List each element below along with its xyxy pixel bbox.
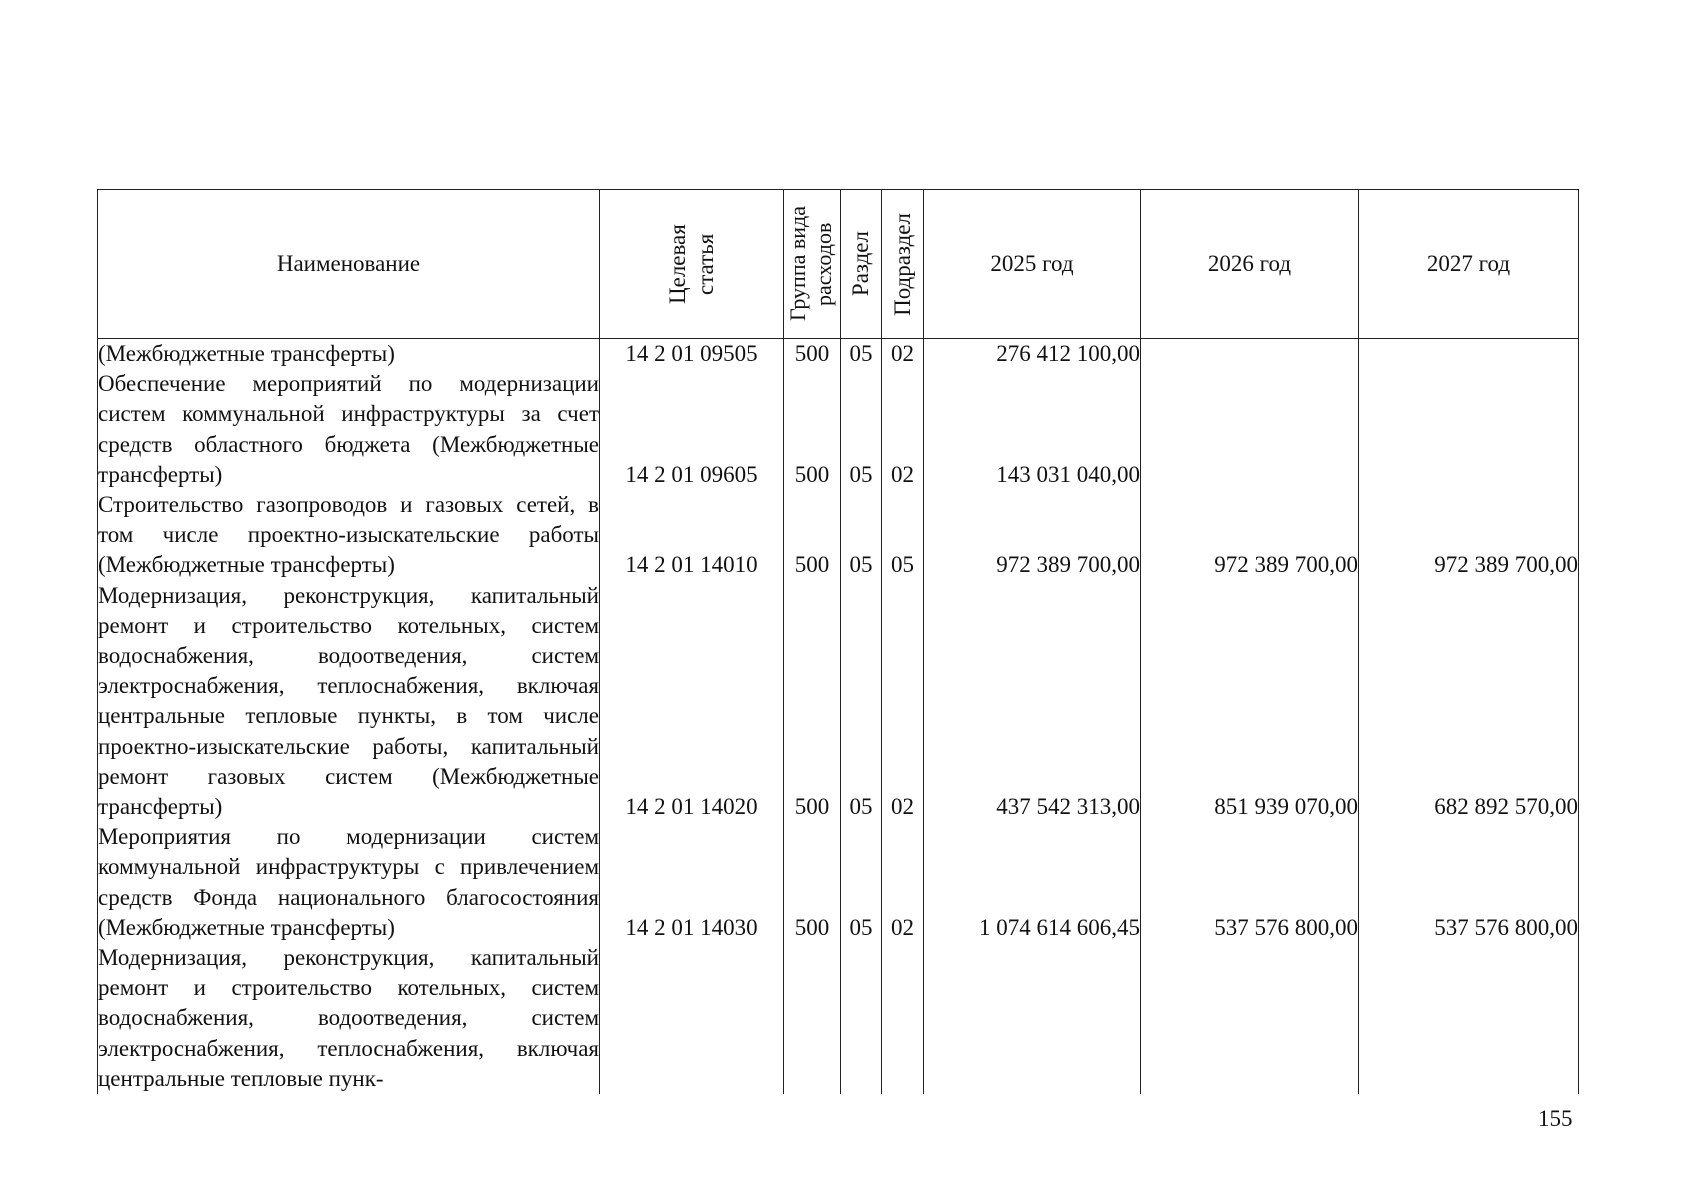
table-row bbox=[98, 581, 1579, 823]
row-section: 05 bbox=[841, 581, 882, 823]
row-subsection: 05 bbox=[882, 490, 924, 581]
row-group bbox=[784, 943, 841, 1094]
row-subsection: 02 bbox=[882, 822, 924, 943]
row-target bbox=[600, 943, 784, 1094]
row-section: 05 bbox=[841, 490, 882, 581]
row-name: Модернизация, реконструкция, капитальный ремонт и строительство котельных, систем водоснабжения, водоотведения, систем электроснабжения, теплоснабжения, включая центральные тепловые пункты, в том числе проектно-изыскательские работы, капитальный ремонт газовых систем (Межбюджетные трансферты) bbox=[98, 581, 600, 823]
table-row bbox=[98, 339, 1579, 370]
col-subsection-header: Подраздел bbox=[882, 190, 924, 339]
row-2027: 682 892 570,00 bbox=[1359, 581, 1579, 823]
row-2026 bbox=[1141, 339, 1359, 370]
row-2026 bbox=[1141, 369, 1359, 490]
row-section bbox=[841, 943, 882, 1094]
row-name: Строительство газопроводов и газовых сетей, в том числе проектно-изыскательские работы (Межбюджетные трансферты) bbox=[98, 490, 600, 581]
table-row bbox=[98, 490, 1579, 581]
row-2027 bbox=[1359, 339, 1579, 370]
row-subsection: 02 bbox=[882, 581, 924, 823]
col-group-header: Группа вида расходов bbox=[784, 190, 841, 339]
row-2027 bbox=[1359, 369, 1579, 490]
row-2025: 143 031 040,00 bbox=[924, 369, 1141, 490]
row-2026: 851 939 070,00 bbox=[1141, 581, 1359, 823]
row-subsection: 02 bbox=[882, 369, 924, 490]
table-body bbox=[98, 339, 1579, 1095]
row-target: 14 2 01 14030 bbox=[600, 822, 784, 943]
row-name: Мероприятия по модернизации систем коммунальной инфраструктуры с привлечением средств Фонда национального благосостояния (Межбюджетные трансферты) bbox=[98, 822, 600, 943]
col-2027-header: 2027 год bbox=[1359, 190, 1579, 339]
row-group: 500 bbox=[784, 822, 841, 943]
row-group: 500 bbox=[784, 581, 841, 823]
row-target: 14 2 01 14020 bbox=[600, 581, 784, 823]
row-target: 14 2 01 09605 bbox=[600, 369, 784, 490]
table-row bbox=[98, 943, 1579, 1094]
row-2026 bbox=[1141, 943, 1359, 1094]
row-group: 500 bbox=[784, 490, 841, 581]
row-section: 05 bbox=[841, 369, 882, 490]
row-subsection bbox=[882, 943, 924, 1094]
col-name-header: Наименование bbox=[98, 190, 600, 339]
row-group: 500 bbox=[784, 339, 841, 370]
page-number: 155 bbox=[1538, 1106, 1573, 1131]
row-2027: 972 389 700,00 bbox=[1359, 490, 1579, 581]
row-2025: 276 412 100,00 bbox=[924, 339, 1141, 370]
row-2026: 537 576 800,00 bbox=[1141, 822, 1359, 943]
row-2026: 972 389 700,00 bbox=[1141, 490, 1359, 581]
row-name: Обеспечение мероприятий по модернизации систем коммунальной инфраструктуры за счет средств областного бюджета (Межбюджетные трансферты) bbox=[98, 369, 600, 490]
row-section: 05 bbox=[841, 339, 882, 370]
header-row bbox=[98, 190, 1579, 339]
col-section-header: Раздел bbox=[841, 190, 882, 339]
row-subsection: 02 bbox=[882, 339, 924, 370]
col-2025-header: 2025 год bbox=[924, 190, 1141, 339]
table-row bbox=[98, 369, 1579, 490]
row-group: 500 bbox=[784, 369, 841, 490]
row-target: 14 2 01 09505 bbox=[600, 339, 784, 370]
col-target-header: Целевая статья bbox=[600, 190, 784, 339]
col-2026-header: 2026 год bbox=[1141, 190, 1359, 339]
row-2025: 437 542 313,00 bbox=[924, 581, 1141, 823]
row-name: Модернизация, реконструкция, капитальный ремонт и строительство котельных, систем водоснабжения, водоотведения, систем электроснабжения, теплоснабжения, включая центральные тепловые пунк- bbox=[98, 943, 600, 1094]
row-target: 14 2 01 14010 bbox=[600, 490, 784, 581]
row-section: 05 bbox=[841, 822, 882, 943]
row-2027: 537 576 800,00 bbox=[1359, 822, 1579, 943]
row-2025 bbox=[924, 943, 1141, 1094]
table-row bbox=[98, 822, 1579, 943]
row-2025: 1 074 614 606,45 bbox=[924, 822, 1141, 943]
row-2025: 972 389 700,00 bbox=[924, 490, 1141, 581]
budget-table bbox=[97, 189, 1579, 1094]
row-name: (Межбюджетные трансферты) bbox=[98, 339, 600, 370]
row-2027 bbox=[1359, 943, 1579, 1094]
